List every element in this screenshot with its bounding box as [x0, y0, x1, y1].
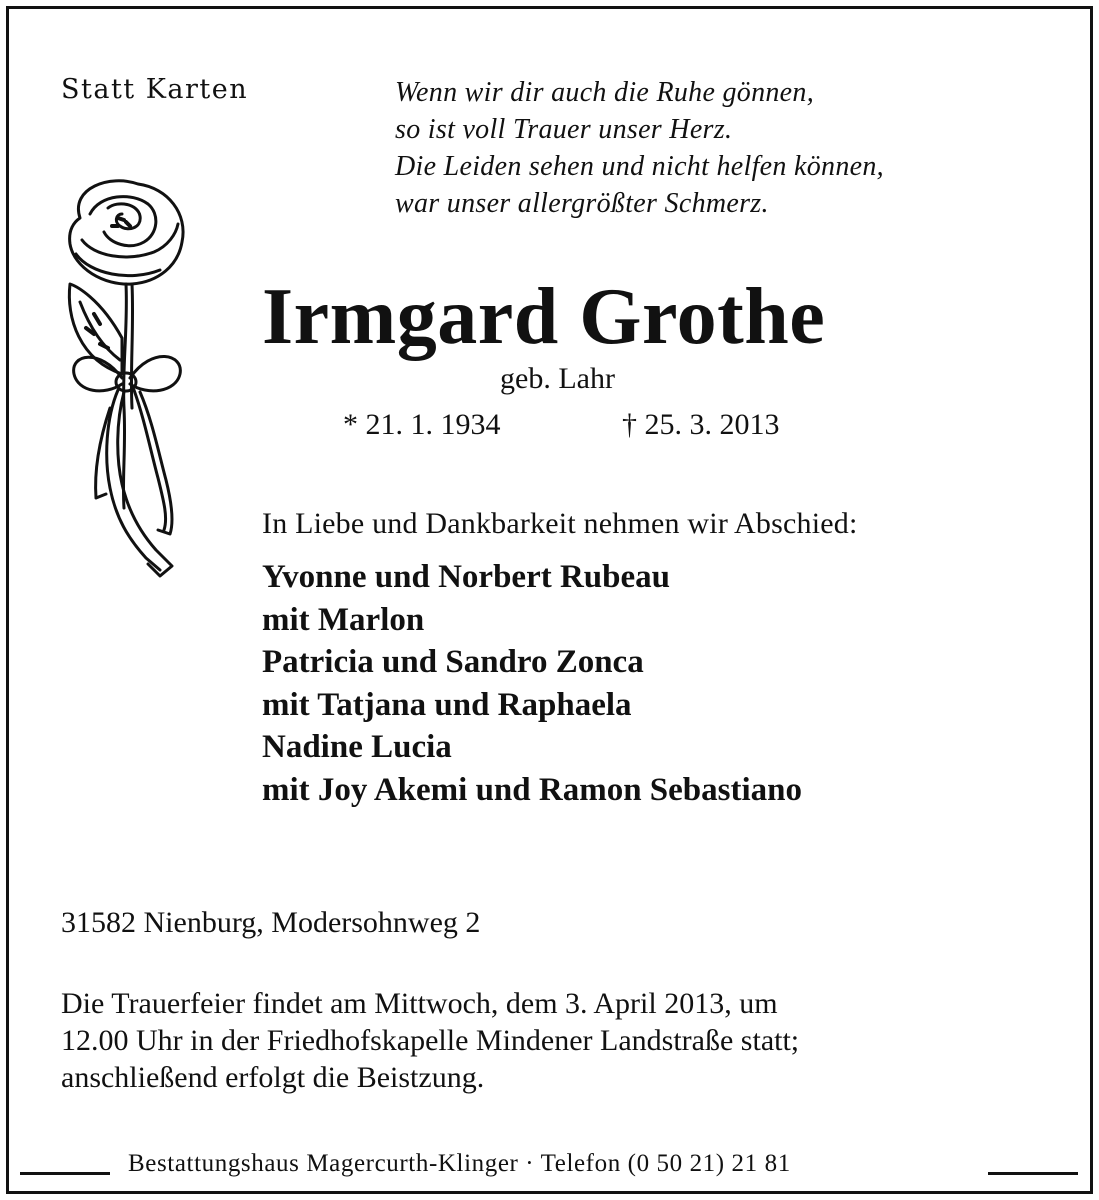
- birth-date: * 21. 1. 1934: [343, 408, 501, 441]
- service-line: 12.00 Uhr in der Friedhofskapelle Mindener Landstraße statt;: [61, 1024, 800, 1057]
- poem: [395, 74, 884, 222]
- birth-name: geb. Lahr: [500, 362, 615, 395]
- family-line: mit Tatjana und Raphaela: [262, 686, 632, 723]
- family-list: [262, 556, 802, 811]
- funeral-service-info: [61, 985, 1041, 1096]
- poem-line: war unser allergrößter Schmerz.: [395, 188, 769, 219]
- poem-line: so ist voll Trauer unser Herz.: [395, 114, 733, 145]
- footer: [0, 1150, 1099, 1180]
- address: 31582 Nienburg, Modersohnweg 2: [61, 906, 481, 939]
- family-line: Patricia und Sandro Zonca: [262, 644, 644, 680]
- family-line: Nadine Lucia: [262, 729, 452, 765]
- poem-line: Die Leiden sehen und nicht helfen können,: [395, 151, 884, 182]
- rose-with-ribbon-icon: [60, 178, 192, 588]
- family-line: Yvonne und Norbert Rubeau: [262, 559, 670, 595]
- footer-rule-right: [988, 1172, 1078, 1175]
- funeral-home-contact: Bestattungshaus Magercurth-Klinger · Telefon (0 50 21) 21 81: [128, 1150, 791, 1177]
- poem-line: Wenn wir dir auch die Ruhe gönnen,: [395, 77, 815, 108]
- service-line: Die Trauerfeier findet am Mittwoch, dem 3. April 2013, um: [61, 987, 778, 1020]
- farewell-intro: In Liebe und Dankbarkeit nehmen wir Abschied:: [262, 507, 858, 540]
- statt-karten: Statt Karten: [61, 74, 249, 105]
- deceased-name: Irmgard Grothe: [262, 273, 826, 361]
- death-date: † 25. 3. 2013: [622, 408, 780, 441]
- footer-rule-left: [20, 1172, 110, 1175]
- service-line: anschließend erfolgt die Beistzung.: [61, 1061, 485, 1094]
- family-line: mit Joy Akemi und Ramon Sebastiano: [262, 771, 803, 808]
- family-line: mit Marlon: [262, 601, 425, 638]
